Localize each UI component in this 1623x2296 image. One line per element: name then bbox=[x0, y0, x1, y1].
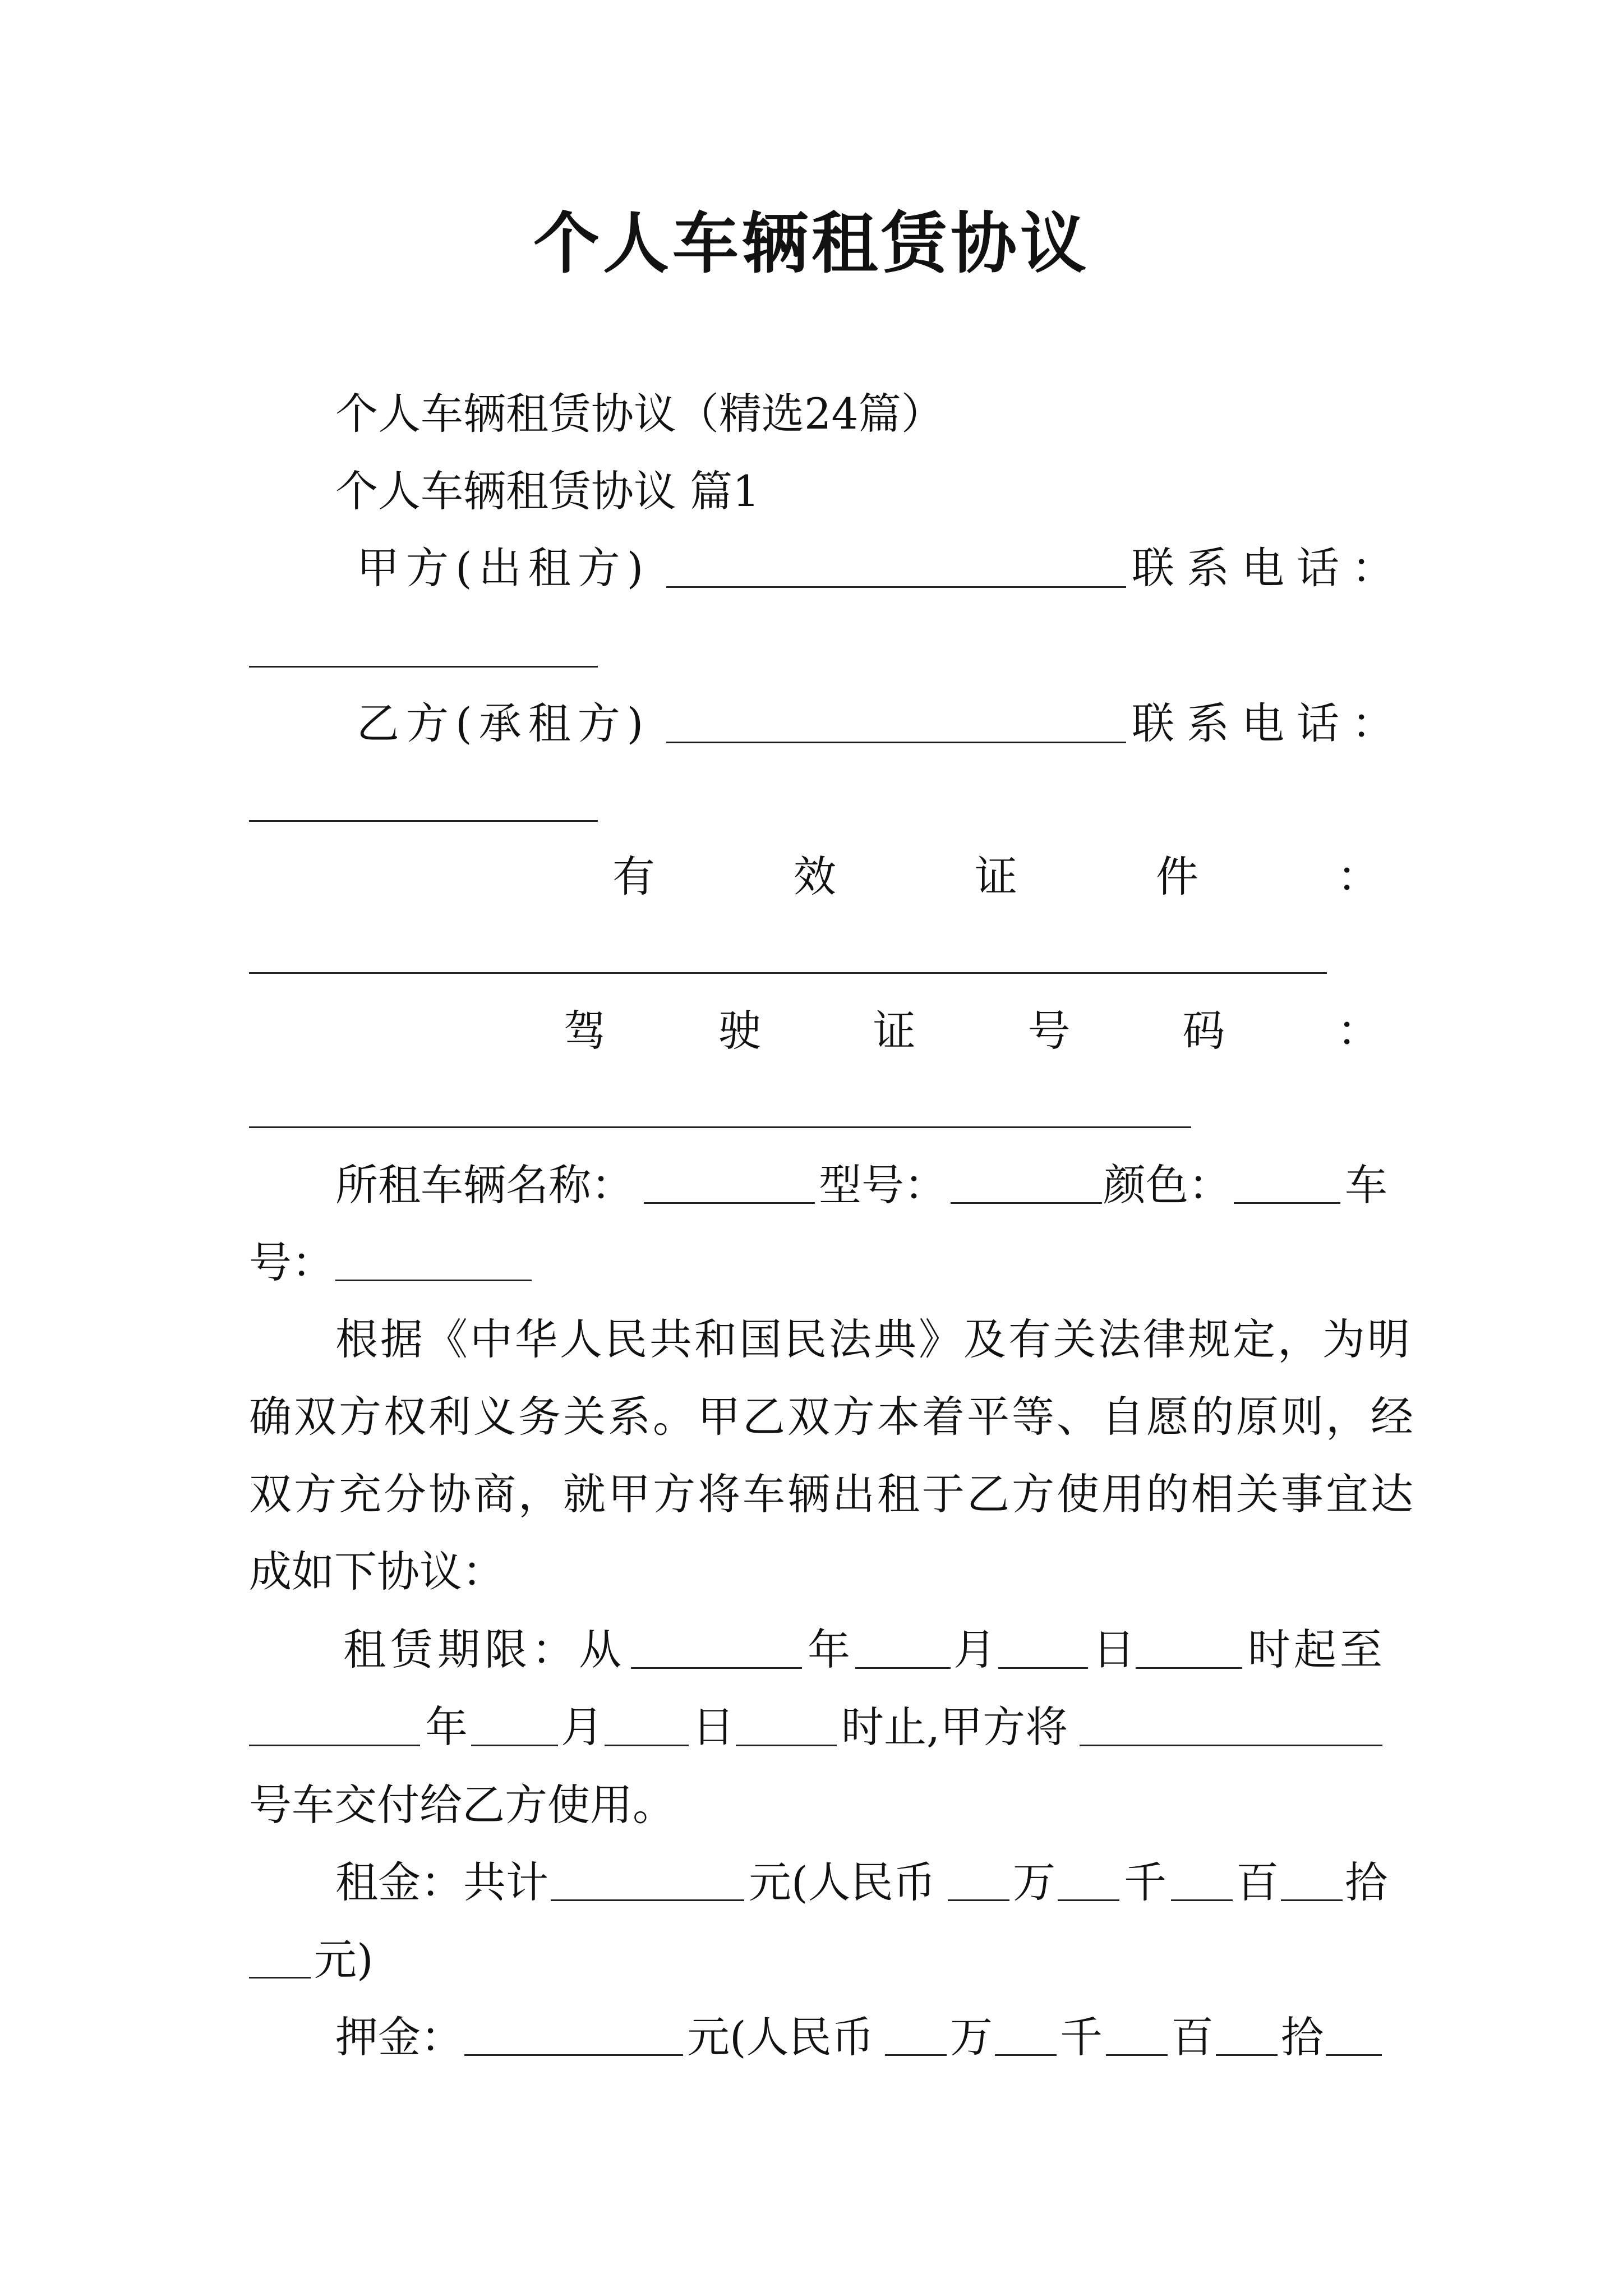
rent-yuan-close: 元) bbox=[314, 1935, 374, 1985]
lease-start-day-label: 日 bbox=[1092, 1625, 1135, 1674]
lease-start-day-blank[interactable] bbox=[998, 1667, 1088, 1669]
preamble-line-3: 双方充分协商，就甲方将车辆出租于乙方使用的相关事宜达 bbox=[249, 1469, 1415, 1519]
lease-start-year-label: 年 bbox=[808, 1625, 850, 1674]
rent-bai-blank[interactable] bbox=[1171, 1899, 1233, 1901]
license-char: 驾 bbox=[564, 1006, 606, 1056]
lease-end-hour-blank[interactable] bbox=[736, 1745, 837, 1746]
lease-start-year-blank[interactable] bbox=[631, 1667, 802, 1669]
id-doc-blank[interactable] bbox=[249, 972, 1327, 974]
id-doc-char: 有 bbox=[612, 852, 655, 901]
vehicle-color-blank[interactable] bbox=[1234, 1202, 1340, 1204]
deposit-qian-label: 千 bbox=[1060, 2012, 1103, 2062]
deposit-wan-label: 万 bbox=[950, 2012, 993, 2062]
party-a-phone-label: 联系电话： bbox=[1132, 543, 1407, 593]
lease-end-day-label: 日 bbox=[692, 1702, 735, 1752]
deposit-label: 押金： bbox=[335, 2012, 463, 2062]
rent-shi-blank[interactable] bbox=[1281, 1899, 1343, 1901]
rent-wan-label: 万 bbox=[1013, 1857, 1055, 1907]
rent-qian-label: 千 bbox=[1124, 1857, 1166, 1907]
lease-start-hour-label: 时起至 bbox=[1248, 1625, 1386, 1674]
subtitle: 个人车辆租赁协议（精选24篇） bbox=[335, 389, 944, 439]
party-b-phone-blank[interactable] bbox=[249, 820, 598, 822]
party-a-label: 甲方(出租方) bbox=[357, 543, 651, 593]
party-b-name-blank[interactable] bbox=[666, 742, 1126, 743]
rent-amount-blank[interactable] bbox=[551, 1899, 744, 1901]
party-a-name-blank[interactable] bbox=[666, 586, 1126, 588]
id-doc-char: 件 bbox=[1156, 852, 1198, 901]
vehicle-name-blank[interactable] bbox=[644, 1202, 815, 1204]
license-char: 码 bbox=[1182, 1006, 1225, 1056]
rent-unit-label: 元(人民币 bbox=[749, 1857, 936, 1907]
rent-bai-label: 百 bbox=[1236, 1857, 1279, 1907]
vehicle-plate-label-2: 号： bbox=[249, 1237, 334, 1287]
license-char: ： bbox=[1336, 1006, 1380, 1056]
lease-end-month-blank[interactable] bbox=[471, 1745, 558, 1746]
deposit-shi-blank[interactable] bbox=[1216, 2054, 1278, 2056]
license-char: 驶 bbox=[718, 1006, 761, 1056]
license-char: 证 bbox=[873, 1006, 916, 1056]
lease-handover-text: 号车交付给乙方使用。 bbox=[249, 1780, 675, 1830]
lease-start-month-label: 月 bbox=[953, 1625, 996, 1674]
id-doc-char: 效 bbox=[794, 852, 836, 901]
rent-wan-blank[interactable] bbox=[948, 1899, 1009, 1901]
lease-end-month-label: 月 bbox=[561, 1702, 603, 1752]
document-title: 个人车辆租赁协议 bbox=[533, 204, 1090, 282]
party-a-phone-blank[interactable] bbox=[249, 666, 598, 668]
deposit-yuan-blank[interactable] bbox=[1326, 2054, 1382, 2056]
lease-start-hour-blank[interactable] bbox=[1136, 1667, 1242, 1669]
id-doc-label bbox=[612, 852, 1380, 901]
license-label bbox=[564, 1006, 1380, 1056]
vehicle-model-label: 型号： bbox=[819, 1160, 947, 1210]
rent-yuan-blank[interactable] bbox=[249, 1977, 311, 1978]
license-blank[interactable] bbox=[249, 1126, 1191, 1128]
preamble-line-1: 根据《中华人民共和国民法典》及有关法律规定，为明 bbox=[335, 1314, 1412, 1364]
preamble-line-4: 成如下协议： bbox=[249, 1547, 505, 1596]
preamble-line-2: 确双方权利义务关系。甲乙双方本着平等、自愿的原则，经 bbox=[249, 1392, 1415, 1442]
vehicle-model-blank[interactable] bbox=[951, 1202, 1102, 1204]
lease-end-year-blank[interactable] bbox=[249, 1745, 420, 1746]
lease-end-day-blank[interactable] bbox=[605, 1745, 689, 1746]
lease-term-label: 租赁期限：从 bbox=[343, 1625, 626, 1674]
vehicle-plate-label-1: 车 bbox=[1345, 1160, 1387, 1210]
vehicle-color-label: 颜色： bbox=[1103, 1160, 1231, 1210]
vehicle-number-blank[interactable] bbox=[1080, 1745, 1382, 1746]
lease-start-month-blank[interactable] bbox=[855, 1667, 951, 1669]
deposit-bai-label: 百 bbox=[1171, 2012, 1214, 2062]
deposit-unit-label: 元(人民币 bbox=[687, 2012, 874, 2062]
party-b-label: 乙方(承租方) bbox=[357, 698, 651, 748]
id-doc-char: ： bbox=[1337, 852, 1380, 901]
lease-end-year-label: 年 bbox=[425, 1702, 468, 1752]
license-char: 号 bbox=[1027, 1006, 1071, 1056]
party-b-phone-label: 联系电话： bbox=[1132, 698, 1407, 748]
rent-qian-blank[interactable] bbox=[1058, 1899, 1119, 1901]
lease-end-hour-label: 时止,甲方将 bbox=[841, 1702, 1068, 1752]
vehicle-plate-blank[interactable] bbox=[335, 1280, 532, 1281]
rent-shi-label: 拾 bbox=[1345, 1857, 1387, 1907]
rent-label: 租金：共计 bbox=[335, 1857, 548, 1907]
section-heading: 个人车辆租赁协议 篇1 bbox=[335, 466, 760, 516]
deposit-qian-blank[interactable] bbox=[995, 2054, 1057, 2056]
vehicle-name-label: 所租车辆名称： bbox=[335, 1160, 634, 1210]
deposit-wan-blank[interactable] bbox=[885, 2054, 947, 2056]
deposit-shi-label: 拾 bbox=[1281, 2012, 1324, 2062]
id-doc-char: 证 bbox=[975, 852, 1017, 901]
deposit-amount-blank[interactable] bbox=[464, 2054, 683, 2056]
deposit-bai-blank[interactable] bbox=[1106, 2054, 1168, 2056]
